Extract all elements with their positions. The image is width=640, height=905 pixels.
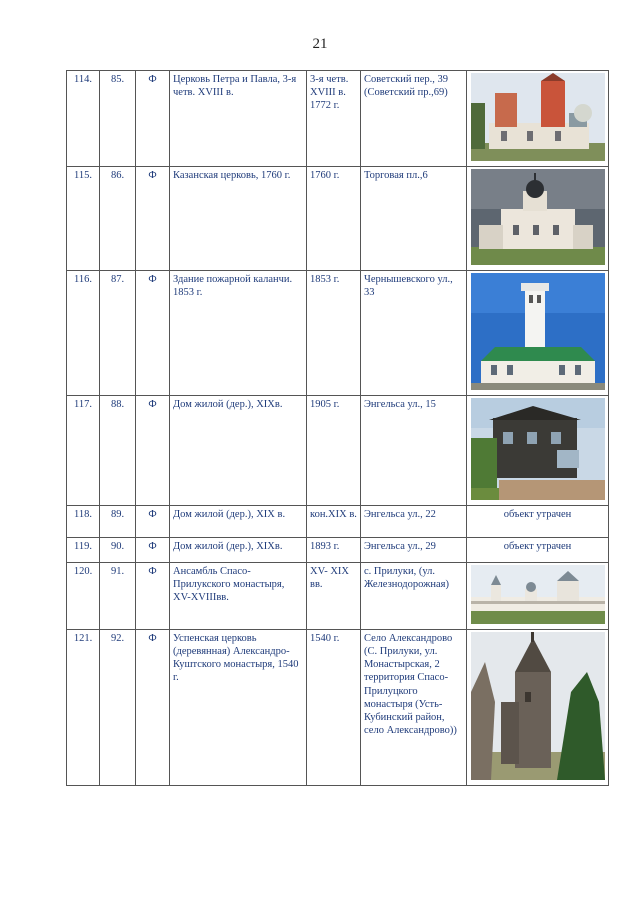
table-row (67, 563, 609, 630)
table-row (67, 167, 609, 271)
row-number: 116. (67, 271, 100, 396)
wooden-church-photo (471, 632, 605, 780)
object-address: Чернышевского ул., 33 (361, 271, 467, 396)
object-date: 1760 г. (307, 167, 361, 271)
object-address: с. Прилуки, (ул. Железнодорожная) (361, 563, 467, 630)
registry-number: 87. (100, 271, 136, 396)
table-row (67, 506, 609, 538)
row-number: 120. (67, 563, 100, 630)
monastery-photo (471, 565, 605, 624)
object-name: Дом жилой (дер.), XIX в. (170, 506, 307, 538)
object-date: 1540 г. (307, 630, 361, 786)
church-peter-paul-photo (471, 73, 605, 161)
object-address: Торговая пл.,6 (361, 167, 467, 271)
table-row (67, 396, 609, 506)
object-address: Советский пер., 39 (Советский пр.,69) (361, 71, 467, 167)
registry-number: 92. (100, 630, 136, 786)
object-date: 3-я четв. XVIII в. 1772 г. (307, 71, 361, 167)
registry-number: 91. (100, 563, 136, 630)
object-name: Церковь Петра и Павла, 3-я четв. XVIII в. (170, 71, 307, 167)
category: Ф (136, 538, 170, 563)
fire-tower-photo (471, 273, 605, 390)
object-name: Казанская церковь, 1760 г. (170, 167, 307, 271)
object-date: 1893 г. (307, 538, 361, 563)
registry-number: 88. (100, 396, 136, 506)
category: Ф (136, 630, 170, 786)
registry-number: 86. (100, 167, 136, 271)
object-date: XV- XIX вв. (307, 563, 361, 630)
object-address: Село Александрово (С. Прилуки, ул. Монастырская, 2 территория Спасо-Прилуцкого монастыря (Усть-Кубинский район, село Александрово)) (361, 630, 467, 786)
category: Ф (136, 506, 170, 538)
object-name: Успенская церковь (деревянная) Александро-Куштского монастыря, 1540 г. (170, 630, 307, 786)
category: Ф (136, 71, 170, 167)
table-row (67, 538, 609, 563)
object-name: Здание пожарной каланчи. 1853 г. (170, 271, 307, 396)
row-number: 119. (67, 538, 100, 563)
kazan-church-photo (471, 169, 605, 265)
table-row (67, 71, 609, 167)
table-row (67, 630, 609, 786)
object-address: Энгельса ул., 15 (361, 396, 467, 506)
wooden-house-photo (471, 398, 605, 500)
object-name: Дом жилой (дер.), XIXв. (170, 396, 307, 506)
category: Ф (136, 563, 170, 630)
object-date: 1905 г. (307, 396, 361, 506)
page-number: 21 (312, 36, 328, 52)
registry-number: 90. (100, 538, 136, 563)
row-number: 121. (67, 630, 100, 786)
category: Ф (136, 167, 170, 271)
object-lost-status: объект утрачен (467, 506, 609, 538)
row-number: 117. (67, 396, 100, 506)
monuments-table (66, 70, 609, 786)
registry-number: 89. (100, 506, 136, 538)
row-number: 118. (67, 506, 100, 538)
object-name: Дом жилой (дер.), XIXв. (170, 538, 307, 563)
row-number: 115. (67, 167, 100, 271)
object-address: Энгельса ул., 29 (361, 538, 467, 563)
object-lost-status: объект утрачен (467, 538, 609, 563)
registry-number: 85. (100, 71, 136, 167)
category: Ф (136, 396, 170, 506)
object-address: Энгельса ул., 22 (361, 506, 467, 538)
row-number: 114. (67, 71, 100, 167)
object-date: кон.XIX в. (307, 506, 361, 538)
table-row (67, 271, 609, 396)
object-date: 1853 г. (307, 271, 361, 396)
category: Ф (136, 271, 170, 396)
object-name: Ансамбль Спасо-Прилукского монастыря, XV-XVIIIвв. (170, 563, 307, 630)
